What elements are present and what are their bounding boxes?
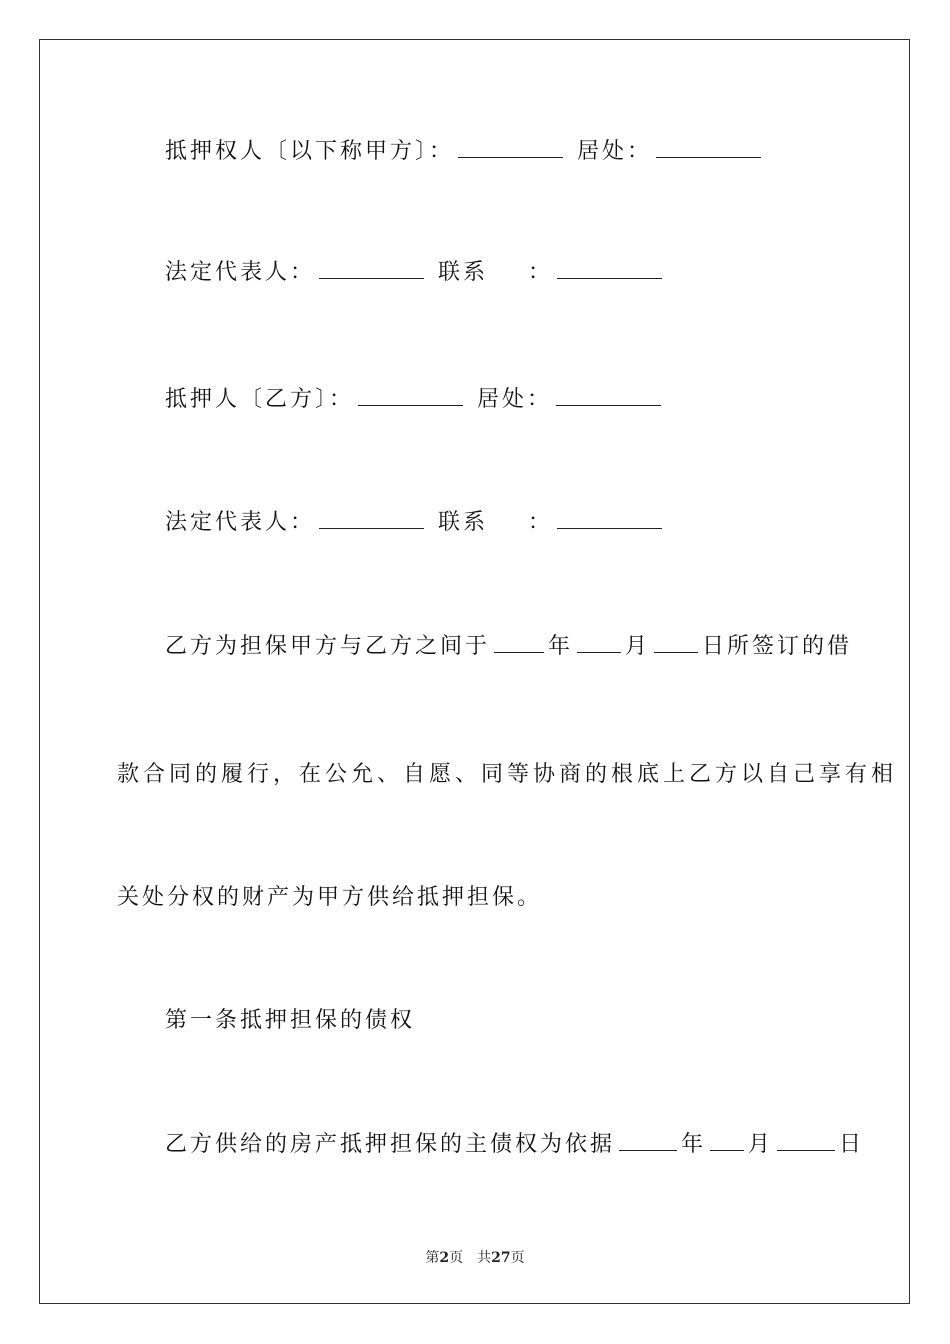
- mortgagee-contact-blank[interactable]: [557, 258, 662, 279]
- paragraph2-day-label: 日: [839, 1132, 865, 1157]
- paragraph2-year-blank[interactable]: [619, 1130, 677, 1151]
- paragraph2-day-blank[interactable]: [777, 1130, 835, 1151]
- mortgagor-rep-label: 法定代表人：: [165, 510, 316, 535]
- mortgagor-address-label: 居处：: [477, 387, 553, 412]
- paragraph1-line1-end: 日所签订的借: [702, 634, 853, 659]
- page-footer: [0, 1247, 950, 1267]
- paragraph1-line3: 关处分权的财产为甲方供给抵押担保。: [117, 885, 543, 910]
- paragraph1-line2: 款合同的履行，在公允、自愿、同等协商的根底上乙方以自己享有相: [117, 762, 898, 787]
- mortgagor-label: 抵押人〔乙方〕：: [165, 387, 355, 412]
- paragraph1-day-blank[interactable]: [654, 632, 698, 653]
- paragraph2-month-blank[interactable]: [710, 1130, 744, 1151]
- mortgagee-rep-label: 法定代表人：: [165, 260, 316, 285]
- mortgagor-rep-blank[interactable]: [319, 508, 424, 529]
- footer-total-prefix: 共: [477, 1250, 492, 1266]
- mortgagor-line: [165, 385, 665, 415]
- page-border: [39, 39, 910, 1304]
- paragraph1-year-blank[interactable]: [494, 632, 544, 653]
- footer-page-number: 2: [439, 1250, 450, 1266]
- paragraph1-line1-text: 乙方为担保甲方与乙方之间于: [165, 634, 491, 659]
- article1-title: 第一条抵押担保的债权: [165, 1008, 416, 1033]
- paragraph2-line1: [165, 1130, 864, 1160]
- mortgagor-address-blank[interactable]: [556, 385, 661, 406]
- mortgagee-address-label: 居处：: [577, 139, 653, 164]
- mortgagor-rep-line: [165, 508, 666, 538]
- mortgagee-name-blank[interactable]: [458, 137, 563, 158]
- paragraph1-month-label: 月: [625, 634, 651, 659]
- mortgagor-contact-colon: ：: [528, 510, 554, 535]
- mortgagor-name-blank[interactable]: [358, 385, 463, 406]
- footer-page-prefix: 第: [425, 1250, 440, 1266]
- footer-total-pages: 27: [491, 1250, 511, 1266]
- mortgagee-contact-colon: ：: [528, 260, 554, 285]
- paragraph1-month-blank[interactable]: [577, 632, 621, 653]
- mortgagee-rep-blank[interactable]: [319, 258, 424, 279]
- mortgagee-label: 抵押权人〔以下称甲方〕：: [165, 139, 455, 164]
- paragraph2-text: 乙方供给的房产抵押担保的主债权为依据: [165, 1132, 616, 1157]
- paragraph1-line1: [165, 632, 852, 662]
- paragraph2-year-label: 年: [681, 1132, 707, 1157]
- paragraph1-year-label: 年: [548, 634, 574, 659]
- mortgagor-contact-blank[interactable]: [557, 508, 662, 529]
- mortgagee-address-blank[interactable]: [656, 137, 761, 158]
- footer-total-suffix: 页: [510, 1250, 525, 1266]
- footer-page-suffix: 页: [449, 1250, 464, 1266]
- paragraph2-month-label: 月: [748, 1132, 774, 1157]
- mortgagee-line: [165, 137, 765, 167]
- mortgagee-rep-line: [165, 258, 666, 288]
- mortgagee-contact-label: 联系: [438, 260, 489, 285]
- mortgagor-contact-label: 联系: [438, 510, 489, 535]
